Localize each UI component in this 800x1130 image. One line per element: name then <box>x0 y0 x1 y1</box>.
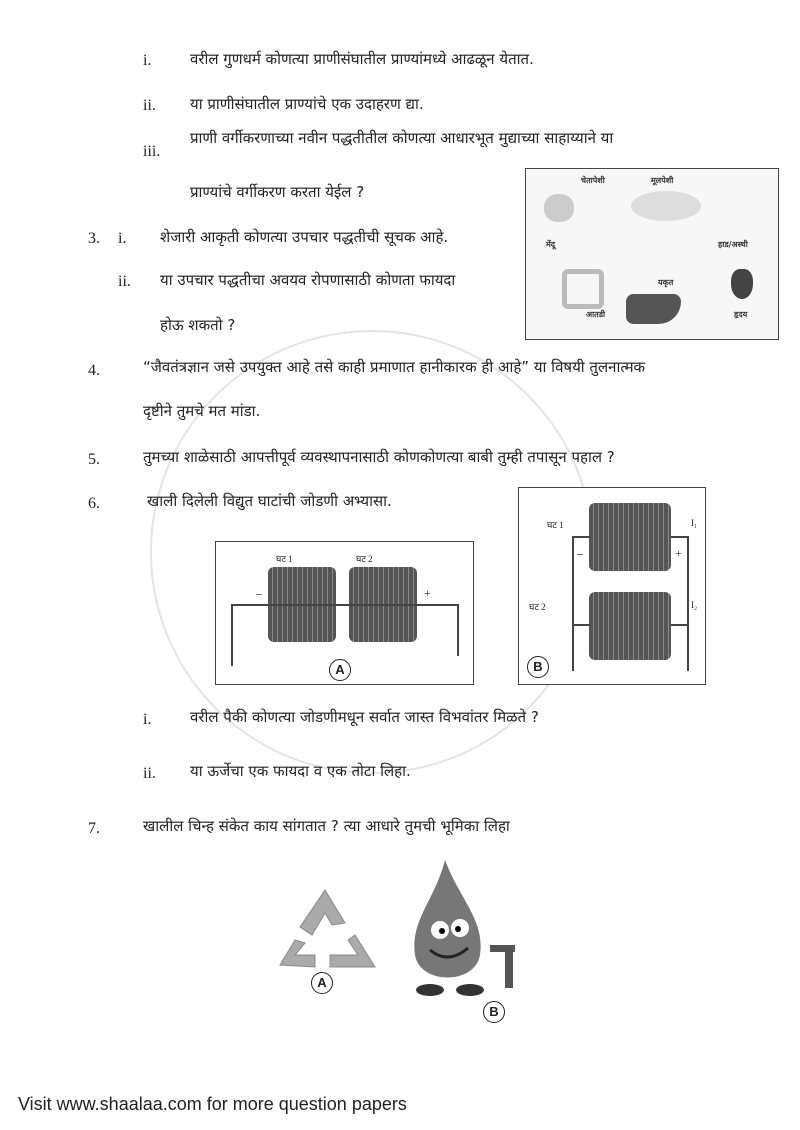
q4-text: “जैवतंत्रज्ञान जसे उपयुक्त आहे तसे काही प्रमाणात हानीकारक ही आहे” या विषयी तुलनात्मक <box>143 358 646 376</box>
label-brain: मेंदू <box>546 240 556 249</box>
stem-cell-image <box>631 191 701 221</box>
q6-num: 6. <box>88 495 100 512</box>
q2-iii-num: iii. <box>143 143 161 160</box>
q3-num: 3. <box>88 230 100 247</box>
wire <box>457 604 459 656</box>
figure-tag-a: A <box>329 659 351 681</box>
circuit-figure-b <box>518 487 706 685</box>
q3-ii-text-cont: होऊ शकतो ? <box>160 316 236 334</box>
q2-i-num: i. <box>143 52 152 69</box>
wire <box>687 536 689 671</box>
recycle-symbol-icon <box>270 885 380 975</box>
q3-ii-num: ii. <box>118 273 131 290</box>
current-i1-label: I₁ <box>691 518 698 528</box>
wire <box>671 536 688 538</box>
image-tag-a: A <box>311 972 333 994</box>
cell-2 <box>589 592 671 660</box>
q2-ii-text: या प्राणीसंघातील प्राण्यांचे एक उदाहरण द्या. <box>190 95 424 113</box>
image-tag-b: B <box>483 1001 505 1023</box>
q6-text: खाली दिलेली विद्युत घाटांची जोडणी अभ्यासा. <box>147 492 392 510</box>
q2-ii-num: ii. <box>143 97 156 114</box>
q4-num: 4. <box>88 362 100 379</box>
q2-iii-text-cont: प्राण्यांचे वर्गीकरण करता येईल ? <box>190 183 365 201</box>
cell-1 <box>589 503 671 571</box>
q3-i-num: i. <box>118 230 127 247</box>
q3-ii-text: या उपचार पद्धतीचा अवयव रोपणासाठी कोणता फायदा <box>160 271 456 289</box>
label-neuron: चेतापेशी <box>581 176 605 185</box>
a-cell1-label: घट 1 <box>276 554 293 564</box>
current-i2-label: I₂ <box>691 600 698 610</box>
intestine-image <box>562 269 604 309</box>
q2-iii-text: प्राणी वर्गीकरणाच्या नवीन पद्धतीतील कोणत्या आधारभूत मुद्याच्या साहाय्याने या <box>190 129 614 147</box>
q6-i-num: i. <box>143 711 152 728</box>
q5-text: तुमच्या शाळेसाठी आपत्तीपूर्व व्यवस्थापनासाठी कोणकोणत्या बाबी तुम्ही तपासून पहाल ? <box>143 448 615 466</box>
minus-sign: – <box>256 586 262 600</box>
wire <box>231 604 459 606</box>
circuit-figure-a <box>215 541 474 685</box>
wire <box>231 604 233 666</box>
q7-num: 7. <box>88 820 100 837</box>
q6-ii-text: या ऊर्जेचा एक फायदा व एक तोटा लिहा. <box>190 762 411 780</box>
a-cell2-label: घट 2 <box>356 554 373 564</box>
minus-sign: – <box>577 546 583 560</box>
q7-text: खालील चिन्ह संकेत काय सांगतात ? त्या आधारे तुमची भूमिका लिहा <box>143 817 510 835</box>
b-cell2-label: घट 2 <box>529 602 546 612</box>
plus-sign: + <box>424 586 431 600</box>
heart-image <box>731 269 753 299</box>
water-drop-mascot-icon <box>400 860 550 1000</box>
figure-tag-b: B <box>527 656 549 678</box>
label-liver: यकृत <box>658 278 674 287</box>
q6-ii-num: ii. <box>143 765 156 782</box>
q5-num: 5. <box>88 451 100 468</box>
liver-image <box>626 294 681 324</box>
q6-i-text: वरील पैकी कोणत्या जोडणीमधून सर्वात जास्त विभवांतर मिळते ? <box>190 708 539 726</box>
label-stem-cell: मूलपेशी <box>651 176 674 185</box>
q4-text-cont: दृष्टीने तुमचे मत मांडा. <box>143 402 261 420</box>
label-intestine: आतडी <box>586 310 606 319</box>
label-heart: हृदय <box>734 310 748 319</box>
stem-cell-diagram <box>525 168 779 340</box>
wire <box>572 624 590 626</box>
wire <box>572 536 590 538</box>
wire <box>572 536 574 671</box>
q2-i-text: वरील गुणधर्म कोणत्या प्राणीसंघातील प्राण्यांमध्ये आढळून येतात. <box>190 50 534 68</box>
wire <box>671 624 688 626</box>
q3-i-text: शेजारी आकृती कोणत्या उपचार पद्धतीची सूचक आहे. <box>160 228 449 246</box>
footer-link[interactable]: Visit www.shaalaa.com for more question papers <box>18 1094 407 1114</box>
brain-image <box>544 194 574 222</box>
b-cell1-label: घट 1 <box>547 520 564 530</box>
label-bone: हाड/अस्थी <box>718 240 748 249</box>
plus-sign: + <box>675 546 682 560</box>
